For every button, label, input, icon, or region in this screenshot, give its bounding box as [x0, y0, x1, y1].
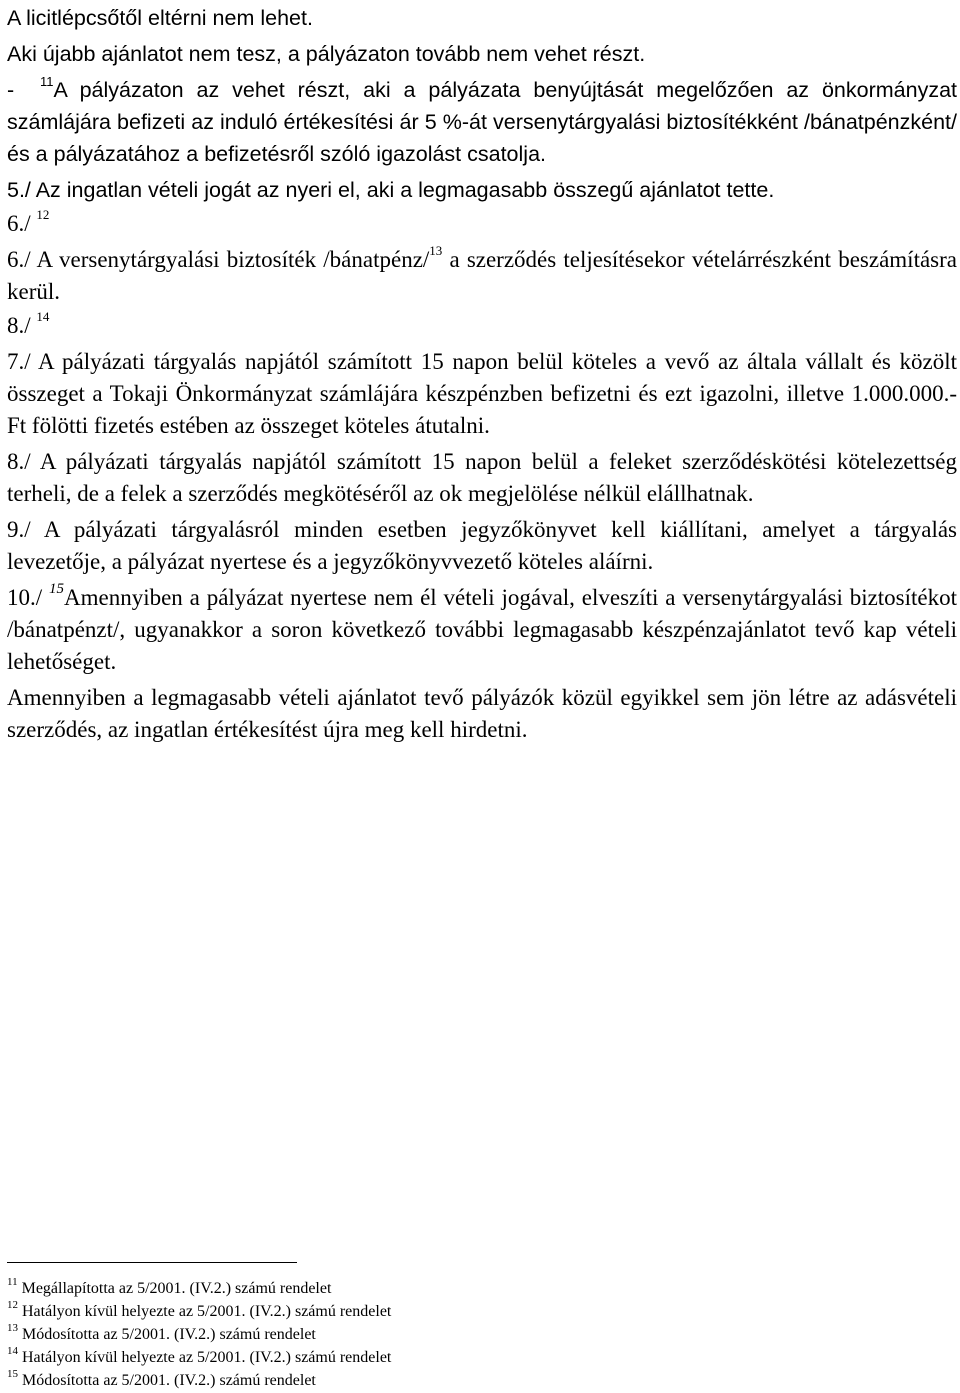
paragraph-8: 8./ A pályázati tárgyalás napjától számított 15 napon belül a feleket szerződéskötési kötelezettség terheli, de a felek a szerződés megkötéséről az ok megjelölése nélkül elállhatnak. [7, 449, 957, 506]
paragraph-6 [7, 244, 957, 308]
footnote-number: 15 [7, 1367, 18, 1380]
footnote-number: 13 [7, 1321, 18, 1334]
footnote-ref-12[interactable]: 12 [36, 207, 50, 223]
footnote-separator [7, 1262, 297, 1263]
footnote-text: Módosította az 5/2001. (IV.2.) számú rendelet [22, 1372, 316, 1389]
deposit-text: A pályázaton az vehet részt, aki a pályázata benyújtását megelőzően az önkormányzat számlájára befizeti az induló értékesítési ár 5 %-át versenytárgyalási biztosítékként /bánatpénzként/ és a pályázatához a befizetésről szóló igazolást csatolja. [7, 78, 957, 166]
footnote-14 [7, 1346, 707, 1369]
paragraph-6-start: 6./ A versenytárgyalási biztosíték /bánatpénz/ [7, 247, 430, 272]
footnote-15 [7, 1369, 707, 1392]
footnote-12 [7, 1300, 707, 1323]
footnote-ref-13[interactable]: 13 [429, 243, 443, 259]
footnote-number: 12 [7, 1298, 18, 1311]
footnote-number: 14 [7, 1344, 18, 1357]
footnote-ref-15[interactable]: 15 [49, 581, 64, 598]
footnote-13 [7, 1323, 707, 1346]
footnote-text: Hatályon kívül helyezte az 5/2001. (IV.2.) számú rendelet [22, 1349, 392, 1366]
footnote-ref-14[interactable]: 14 [36, 309, 50, 325]
item-number: 8./ [7, 313, 31, 338]
paragraph-final: Amennyiben a legmagasabb vételi ajánlatot tevő pályázók közül egyikkel sem jön létre az adásvételi szerződés, az ingatlan értékesítést újra meg kell hirdetni. [7, 685, 957, 742]
paragraph-5: 5./ Az ingatlan vételi jogát az nyeri el, aki a legmagasabb összegű ajánlatot tette. [7, 178, 775, 202]
dash-marker: - [7, 78, 15, 102]
footnote-ref-11[interactable]: 11 [40, 73, 54, 89]
footnote-11 [7, 1277, 707, 1300]
footnotes [7, 1277, 707, 1392]
document-body [7, 0, 957, 746]
footnote-number: 11 [7, 1275, 18, 1288]
paragraph-auction-step: A licitlépcsőtől eltérni nem lehet. [7, 6, 313, 30]
paragraph-9: 9./ A pályázati tárgyalásról minden esetben jegyzőkönyvet kell kiállítani, amelyet a tárgyalás levezetője, a pályázat nyertese és a jegyzőkönyvvezető köteles aláírni. [7, 517, 957, 574]
paragraph-10-text: Amennyiben a pályázat nyertese nem él vételi jogával, elveszíti a versenytárgyalási biztosítékot /bánatpénzt/, ugyanakkor a soron következő további legmagasabb készpénzajánlatot tevő kap vételi lehetőséget. [7, 585, 958, 674]
item-number: 10./ [7, 585, 43, 610]
footnote-text: Módosította az 5/2001. (IV.2.) számú rendelet [22, 1326, 316, 1343]
footnote-text: Hatályon kívül helyezte az 5/2001. (IV.2.) számú rendelet [22, 1303, 392, 1320]
paragraph-8-old [7, 310, 957, 342]
paragraph-no-new-offer: Aki újabb ajánlatot nem tesz, a pályázaton tovább nem vehet részt. [7, 42, 646, 66]
paragraph-10 [7, 582, 957, 678]
footnote-text: Megállapította az 5/2001. (IV.2.) számú rendelet [21, 1280, 332, 1297]
paragraph-6-old [7, 208, 957, 240]
item-number: 6./ [7, 211, 31, 236]
paragraph-deposit [7, 74, 957, 170]
paragraph-7: 7./ A pályázati tárgyalás napjától számított 15 napon belül köteles a vevő az általa vállalt és közölt összeget a Tokaji Önkormányzat számlájára készpénzben befizetni és ezt igazolni, illetve 1.000.000.-Ft fölötti fizetés estében az összeget köteles átutalni. [7, 349, 957, 438]
paragraph-6-end: a szerződés teljesítésekor vételárrészként beszámításra kerül. [7, 247, 957, 304]
